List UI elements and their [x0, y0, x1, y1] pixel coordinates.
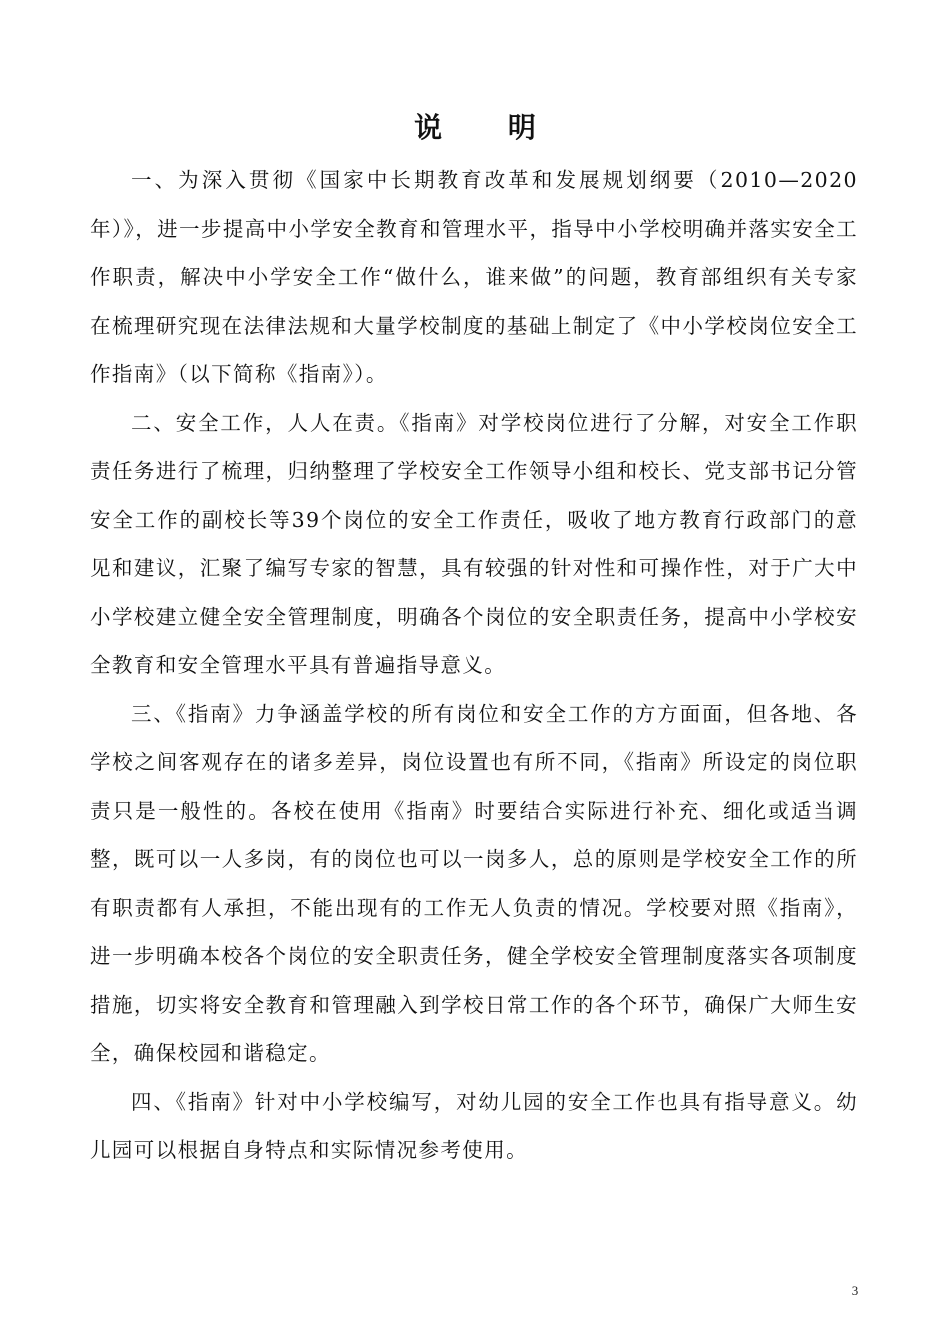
page-title: 说 明 [414, 111, 564, 144]
paragraph-3: 三、《指南》力争涵盖学校的所有岗位和安全工作的方方面面，但各地、各学校之间客观存在的诸多差异，岗位设置也有所不同，《指南》所设定的岗位职责只是一般性的。各校在使用《指南》时要结合实际进行补充、细化或适当调整，既可以一人多岗，有的岗位也可以一岗多人，总的原则是学校安全工作的所有职责都有人承担，不能出现有的工作无人负责的情况。学校要对照《指南》，进一步明确本校各个岗位的安全职责任务，健全学校安全管理制度落实各项制度措施，切实将安全教育和管理融入到学校日常工作的各个环节，确保广大师生安全，确保校园和谐稳定。 [90, 701, 858, 1065]
paragraph-2: 二、安全工作，人人在责。《指南》对学校岗位进行了分解，对安全工作职责任务进行了梳理，归纳整理了学校安全工作领导小组和校长、党支部书记分管安全工作的副校长等39个岗位的安全工作责任，吸收了地方教育行政部门的意见和建议，汇聚了编写专家的智慧，具有较强的针对性和可操作性，对于广大中小学校建立健全安全管理制度，明确各个岗位的安全职责任务，提高中小学校安全教育和安全管理水平具有普遍指导意义。 [90, 410, 858, 677]
paragraph-4: 四、《指南》针对中小学校编写，对幼儿园的安全工作也具有指导意义。幼儿园可以根据自身特点和实际情况参考使用。 [90, 1089, 858, 1162]
paragraph-1: 一、为深入贯彻《国家中长期教育改革和发展规划纲要（2010—2020年）》，进一步提高中小学安全教育和管理水平，指导中小学校明确并落实安全工作职责，解决中小学安全工作“做什么，谁来做”的问题，教育部组织有关专家在梳理研究现在法律法规和大量学校制度的基础上制定了《中小学校岗位安全工作指南》（以下简称《指南》）。 [90, 168, 858, 386]
document-body [90, 156, 858, 1175]
page-number: 3 [851, 1283, 859, 1298]
